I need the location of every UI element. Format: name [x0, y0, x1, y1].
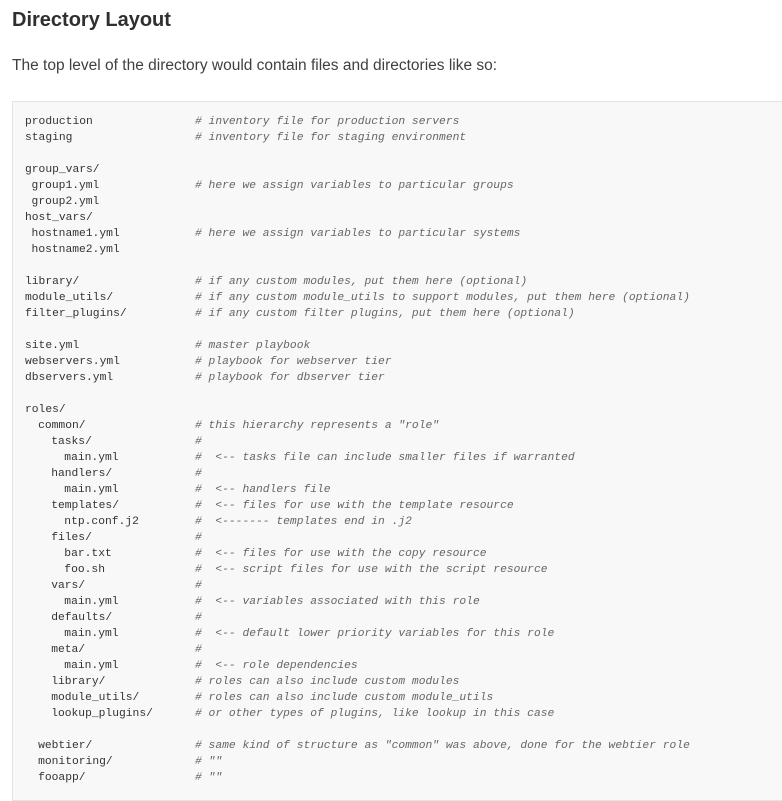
code-line: [25, 514, 775, 530]
code-path: main.yml: [64, 628, 119, 640]
code-path: common/: [38, 420, 86, 432]
code-path: group1.yml: [31, 180, 100, 192]
code-path: site.yml: [25, 340, 80, 352]
code-comment: # "": [195, 756, 223, 768]
code-line: [25, 770, 775, 786]
code-path: group2.yml: [31, 196, 100, 208]
code-path: ntp.conf.j2: [64, 516, 139, 528]
code-line: [25, 418, 775, 434]
code-line: [25, 498, 775, 514]
intro-paragraph: The top level of the directory would contain files and directories like so:: [12, 57, 498, 74]
section-heading: Directory Layout: [12, 9, 171, 31]
code-line: [25, 226, 775, 242]
code-path: files/: [51, 532, 92, 544]
code-line: [25, 626, 775, 642]
code-line: [25, 386, 775, 402]
code-line: [25, 706, 775, 722]
code-line: [25, 594, 775, 610]
code-path: meta/: [51, 644, 86, 656]
code-line: [25, 482, 775, 498]
code-comment: # "": [195, 772, 223, 784]
code-line: [25, 642, 775, 658]
code-path: group_vars/: [25, 164, 100, 176]
code-comment: # <-- default lower priority variables for this role: [195, 628, 555, 640]
code-comment: # <-- files for use with the template resource: [195, 500, 514, 512]
code-comment: # roles can also include custom modules: [195, 676, 460, 688]
code-comment: # playbook for dbserver tier: [195, 372, 385, 384]
code-line: [25, 690, 775, 706]
code-path: foo.sh: [64, 564, 105, 576]
code-comment: # inventory file for staging environment: [195, 132, 467, 144]
code-comment: # <-- role dependencies: [195, 660, 358, 672]
code-line: [25, 290, 775, 306]
code-comment: # <-- files for use with the copy resource: [195, 548, 487, 560]
code-comment: # roles can also include custom module_utils: [195, 692, 494, 704]
code-line: [25, 562, 775, 578]
code-line: [25, 194, 775, 210]
code-comment: # or other types of plugins, like lookup in this case: [195, 708, 555, 720]
code-path: host_vars/: [25, 212, 93, 224]
code-block: [12, 101, 782, 801]
code-path: library/: [51, 676, 106, 688]
code-path: module_utils/: [51, 692, 140, 704]
code-comment: # playbook for webserver tier: [195, 356, 392, 368]
code-comment: # <-- handlers file: [195, 484, 331, 496]
code-line: [25, 114, 775, 130]
code-comment: #: [195, 612, 202, 624]
code-path: roles/: [25, 404, 66, 416]
code-comment: # this hierarchy represents a "role": [195, 420, 440, 432]
code-comment: # master playbook: [195, 340, 311, 352]
code-path: main.yml: [64, 660, 119, 672]
code-comment: # inventory file for production servers: [195, 116, 460, 128]
code-comment: # if any custom module_utils to support modules, put them here (optional): [195, 292, 690, 304]
code-path: production: [25, 116, 93, 128]
code-line: [25, 322, 775, 338]
code-comment: #: [195, 580, 202, 592]
code-path: defaults/: [51, 612, 113, 624]
code-comment: # <-- script files for use with the script resource: [195, 564, 548, 576]
code-comment: #: [195, 468, 202, 480]
code-line: [25, 546, 775, 562]
code-path: main.yml: [64, 452, 119, 464]
code-comment: # here we assign variables to particular systems: [195, 228, 521, 240]
code-line: [25, 162, 775, 178]
code-line: [25, 146, 775, 162]
code-path: webtier/: [38, 740, 93, 752]
code-path: tasks/: [51, 436, 92, 448]
code-line: [25, 370, 775, 386]
code-path: staging: [25, 132, 73, 144]
code-path: lookup_plugins/: [51, 708, 153, 720]
code-line: [25, 306, 775, 322]
code-comment: # <-- tasks file can include smaller files if warranted: [195, 452, 575, 464]
code-line: [25, 354, 775, 370]
code-path: filter_plugins/: [25, 308, 127, 320]
code-path: hostname2.yml: [31, 244, 120, 256]
code-comment: #: [195, 436, 202, 448]
code-line: [25, 466, 775, 482]
code-line: [25, 402, 775, 418]
code-path: vars/: [51, 580, 86, 592]
code-path: handlers/: [51, 468, 113, 480]
code-path: library/: [25, 276, 80, 288]
code-path: main.yml: [64, 596, 119, 608]
code-line: [25, 130, 775, 146]
code-line: [25, 178, 775, 194]
code-path: templates/: [51, 500, 119, 512]
code-comment: # <------- templates end in .j2: [195, 516, 412, 528]
code-comment: # if any custom modules, put them here (optional): [195, 276, 528, 288]
code-comment: # if any custom filter plugins, put them here (optional): [195, 308, 575, 320]
code-line: [25, 258, 775, 274]
code-line: [25, 738, 775, 754]
code-path: bar.txt: [64, 548, 112, 560]
code-comment: # <-- variables associated with this role: [195, 596, 480, 608]
code-line: [25, 242, 775, 258]
code-path: main.yml: [64, 484, 119, 496]
code-path: module_utils/: [25, 292, 114, 304]
code-comment: # here we assign variables to particular groups: [195, 180, 514, 192]
code-comment: #: [195, 532, 202, 544]
code-line: [25, 578, 775, 594]
code-line: [25, 658, 775, 674]
code-comment: # same kind of structure as "common" was above, done for the webtier role: [195, 740, 690, 752]
code-line: [25, 210, 775, 226]
code-path: fooapp/: [38, 772, 86, 784]
code-line: [25, 722, 775, 738]
code-line: [25, 754, 775, 770]
code-path: dbservers.yml: [25, 372, 114, 384]
code-comment: #: [195, 644, 202, 656]
code-path: monitoring/: [38, 756, 113, 768]
code-line: [25, 610, 775, 626]
code-line: [25, 450, 775, 466]
code-line: [25, 274, 775, 290]
code-path: hostname1.yml: [31, 228, 120, 240]
code-line: [25, 338, 775, 354]
code-line: [25, 434, 775, 450]
code-path: webservers.yml: [25, 356, 120, 368]
code-line: [25, 530, 775, 546]
code-line: [25, 674, 775, 690]
